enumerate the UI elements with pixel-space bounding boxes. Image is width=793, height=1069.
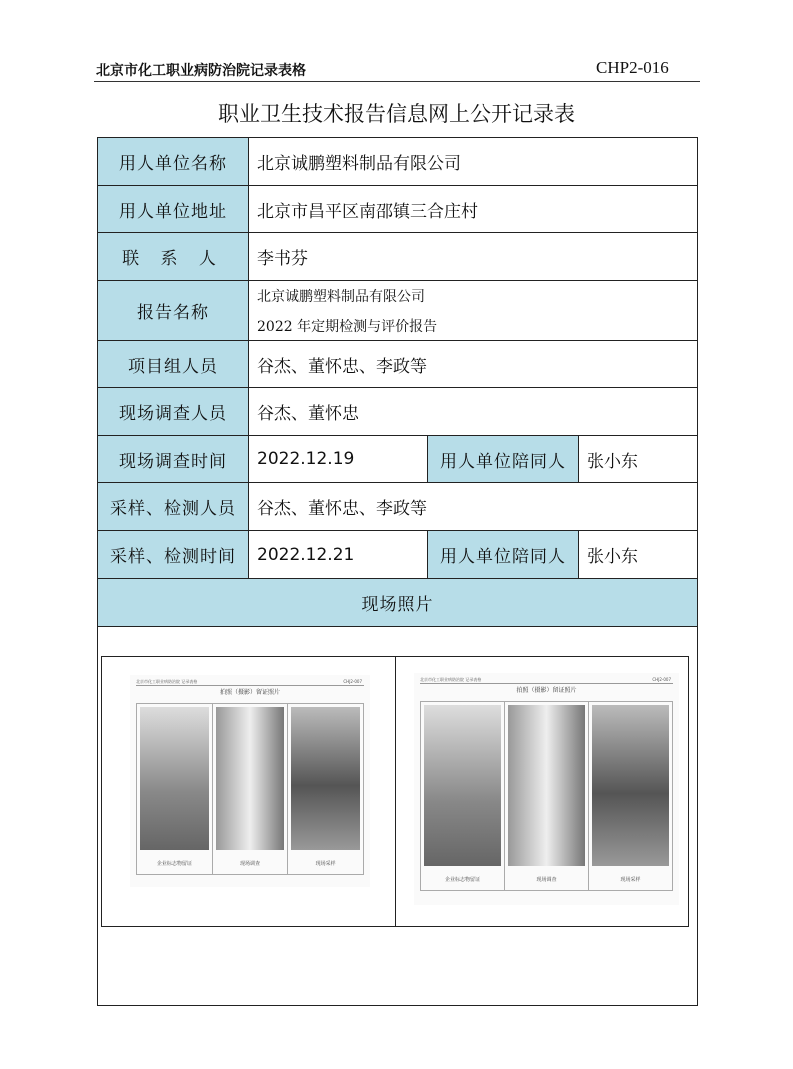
org-name: 北京市化工职业病防治院记录表格	[96, 63, 306, 79]
thumb-pic	[137, 704, 213, 874]
thumb-pic	[505, 702, 589, 890]
thumb-line	[420, 683, 673, 684]
address-value: 北京市昌平区南邵镇三合庄村	[248, 185, 698, 233]
thumb-title: 拍照（摄影）留证照片	[219, 689, 280, 696]
form-code: CHP2-016	[596, 58, 669, 77]
address-label: 用人单位地址	[97, 185, 249, 233]
team-label: 项目组人员	[97, 340, 249, 388]
photo-divider	[395, 657, 396, 926]
photo-2	[414, 673, 679, 905]
contact-label: 联 系 人	[97, 232, 249, 281]
sampling-escort-label: 用人单位陪同人	[427, 530, 579, 579]
report-line-2: 2022 年定期检测与评价报告	[257, 318, 438, 335]
survey-time-label: 现场调查时间	[97, 435, 249, 483]
sampling-staff-value: 谷杰、董怀忠、李政等	[248, 482, 698, 531]
sampling-staff-label: 采样、检测人员	[97, 482, 249, 531]
thumb-title: 拍照（摄影）留证照片	[516, 687, 577, 694]
survey-time-value: 2022.12.19	[248, 435, 428, 483]
thumb-pic	[589, 702, 672, 890]
survey-escort-value: 张小东	[578, 435, 698, 483]
sampling-time-value: 2022.12.21	[248, 530, 428, 579]
report-label: 报告名称	[97, 280, 249, 341]
thumb-pic	[213, 704, 289, 874]
report-value	[248, 280, 698, 341]
thumb-caption: 企业标志物留证	[156, 861, 192, 867]
thumb-pic	[421, 702, 505, 890]
survey-escort-label: 用人单位陪同人	[427, 435, 579, 483]
thumb-caption: 现场调查	[536, 877, 557, 883]
sampling-escort-value: 张小东	[578, 530, 698, 579]
team-value: 谷杰、董怀忠、李政等	[248, 340, 698, 388]
thumb-header: 北京市化工职业病防治院 记录表格	[420, 677, 482, 682]
thumb-pic	[288, 704, 363, 874]
thumb-code: CHJ2-007	[343, 679, 362, 684]
sampling-time-label: 采样、检测时间	[97, 530, 249, 579]
thumb-caption: 现场调查	[240, 861, 261, 867]
company-label: 用人单位名称	[97, 137, 249, 186]
photo-1	[130, 675, 370, 887]
survey-staff-label: 现场调查人员	[97, 387, 249, 436]
photos-label: 现场照片	[97, 578, 698, 627]
thumb-caption: 企业标志物留证	[444, 877, 480, 883]
company-value: 北京诚鹏塑料制品有限公司	[248, 137, 698, 186]
thumb-caption: 现场采样	[620, 877, 641, 883]
thumb-header: 北京市化工职业病防治院 记录表格	[136, 679, 198, 684]
header-divider	[94, 81, 700, 82]
thumb-line	[136, 685, 364, 686]
contact-value: 李书芬	[248, 232, 698, 281]
survey-staff-value: 谷杰、董怀忠	[248, 387, 698, 436]
photo-frame	[101, 656, 689, 927]
page-title: 职业卫生技术报告信息网上公开记录表	[218, 102, 575, 126]
report-line-1: 北京诚鹏塑料制品有限公司	[257, 288, 425, 305]
thumb-code: CHJ2-007	[652, 677, 671, 682]
thumb-caption: 现场采样	[315, 861, 336, 867]
